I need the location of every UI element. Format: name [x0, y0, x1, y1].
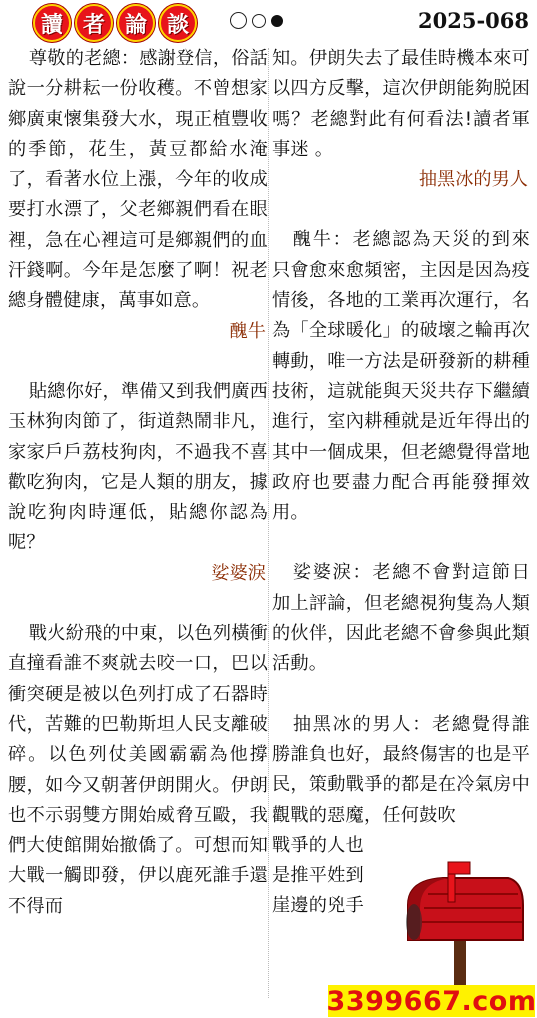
- mailbox-flag: [448, 862, 470, 874]
- left-column: [8, 44, 268, 922]
- reply-1: [272, 225, 530, 528]
- letter-3-continued: 知。伊朗失去了最佳時機本來可以四方反擊，這次伊朗能夠脱困嗎？老總對此有何看法!讀者軍事迷 。: [272, 48, 530, 160]
- header: [0, 0, 537, 44]
- spacer: [272, 680, 530, 710]
- right-column: [272, 44, 530, 922]
- circle-icon: [230, 12, 247, 29]
- title-badges: [33, 4, 197, 42]
- reply-3-text: 老總覺得誰勝誰負也好，最終傷害的也是平民，策動戰爭的都是在冷氣房中觀戰的惡魔，任何鼓吹: [272, 713, 530, 826]
- letter-1-signer: 醜牛: [229, 320, 266, 342]
- issue-number: 2025-068: [418, 8, 529, 33]
- reply-3-line: 戰爭的人也: [272, 834, 364, 856]
- title-badge: 者: [75, 4, 113, 42]
- reply-2-name: 娑婆淚：: [292, 562, 373, 584]
- title-badge: 論: [117, 4, 155, 42]
- reply-3-name: 抽黑冰的男人：: [292, 713, 433, 735]
- reply-2: [272, 558, 530, 679]
- filled-circle-icon: [271, 15, 283, 27]
- mailbox-icon: [388, 860, 528, 995]
- circle-icon: [252, 14, 266, 28]
- reply-1-text: 老總認為天災的到來只會愈來愈頻密，主因是因為疫情後，各地的工業再次運行，名為「全球暖化」的破壞之輪再次轉動，唯一方法是研發新的耕種技術，這就能與天災共存下繼續進行，室內耕種就是近年得出的其中一個成果，但老總覺得當地政府也要盡力配合再能發揮效用。: [272, 229, 530, 524]
- spacer: [272, 528, 530, 558]
- letter-3-signer: 抽黑冰的男人: [418, 169, 528, 191]
- letter-2-signer: 娑婆淚: [211, 562, 266, 584]
- letter-2: 貼總你好，準備又到我們廣西玉林狗肉節了，街道熱鬧非凡，家家戶戶荔枝狗肉，不過我不喜歡吃狗肉，它是人類的朋友，據說吃狗肉時運低，貼總你認為呢？: [8, 380, 268, 554]
- reply-1-name: 醜牛：: [292, 229, 353, 251]
- letter-3: 戰火紛飛的中東，以色列橫衝直撞看誰不爽就去咬一口，巴以衝突硬是被以色列打成了石器時代，苦難的巴勒斯坦人民支離破碎。以色列仗美國霸霸為他撐腰，如今又朝著伊朗開火。伊朗也不示弱雙方開始威脅互毆，我們大使館開始撤僑了。可想而知大戰一觸即發，伊以鹿死誰手還不得而: [8, 623, 268, 917]
- title-badge: 談: [159, 4, 197, 42]
- title-badge: 讀: [33, 4, 71, 42]
- reply-3-line: 是推平姓到: [272, 865, 364, 887]
- decorative-dots: [230, 12, 283, 29]
- mailbox-door: [406, 904, 422, 940]
- reply-2-text: 老總不會對這節日加上評論，但老總視狗隻為人類的伙伴，因此老總不會參與此類活動。: [272, 562, 530, 675]
- reply-3: [272, 710, 530, 831]
- spacer: [272, 195, 530, 225]
- spacer: [8, 347, 268, 377]
- reply-3-line: 崖邊的兇手: [272, 895, 364, 917]
- spacer: [8, 589, 268, 619]
- letter-1: 尊敬的老總：感謝登信，俗話說一分耕耘一份收穫。不曾想家鄉廣東懷集發大水，現正植豐收的季節，花生，黃豆都給水淹了，看著水位上漲，今年的收成要打水漂了，父老鄉親們看在眼裡，急在心裡這可是鄉親們的血汗錢啊。今年是怎麼了啊！祝老總身體健康，萬事如意。: [8, 48, 268, 312]
- site-banner: 3399667.com: [326, 985, 537, 1017]
- column-divider: [268, 48, 269, 998]
